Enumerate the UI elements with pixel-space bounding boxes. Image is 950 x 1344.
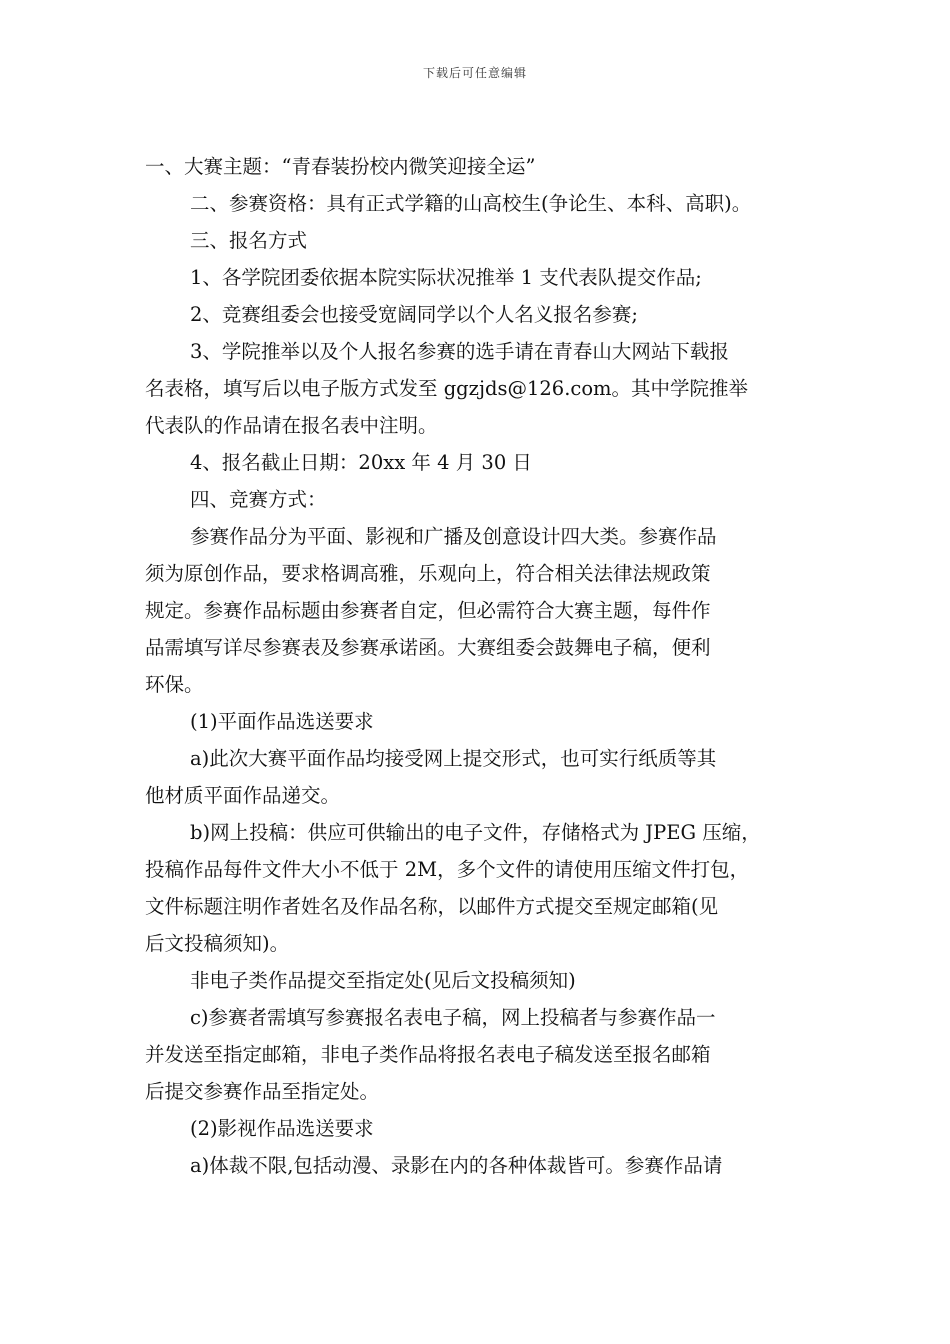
text-line: 品需填写详尽参赛表及参赛承诺函。大赛组委会鼓舞电子稿，便利 bbox=[145, 636, 711, 659]
document-body bbox=[145, 148, 805, 1184]
text-line: 后提交参赛作品至指定处。 bbox=[145, 1080, 380, 1103]
text-line: 参赛作品分为平面、影视和广播及创意设计四大类。参赛作品 bbox=[190, 525, 717, 548]
text-line: a)此次大赛平面作品均接受网上提交形式，也可实行纸质等其 bbox=[190, 747, 717, 770]
text-line: 二、参赛资格：具有正式学籍的山高校生(争论生、本科、高职)。 bbox=[190, 192, 752, 215]
text-line: 他材质平面作品递交。 bbox=[145, 784, 341, 807]
text-line: b)网上投稿：供应可供输出的电子文件，存储格式为 JPEG 压缩， bbox=[190, 821, 761, 844]
text-line: 3、学院推举以及个人报名参赛的选手请在青春山大网站下载报 bbox=[190, 340, 729, 363]
text-line: c)参赛者需填写参赛报名表电子稿，网上投稿者与参赛作品一 bbox=[190, 1006, 716, 1029]
text-line: 三、报名方式 bbox=[190, 229, 308, 252]
text-line: (2)影视作品选送要求 bbox=[190, 1117, 374, 1140]
text-line: 4、报名截止日期：20xx 年 4 月 30 日 bbox=[190, 451, 532, 474]
text-line: 投稿作品每件文件大小不低于 2M，多个文件的请使用压缩文件打包， bbox=[145, 858, 750, 881]
text-line: 非电子类作品提交至指定处(见后文投稿须知) bbox=[190, 969, 576, 992]
text-line: 四、竞赛方式： bbox=[190, 488, 327, 511]
text-line: 规定。参赛作品标题由参赛者自定，但必需符合大赛主题，每件作 bbox=[145, 599, 711, 622]
text-line: 一、大赛主题：“青春装扮校内微笑迎接全运” bbox=[145, 155, 536, 178]
page-header: 下载后可任意编辑 bbox=[422, 66, 527, 80]
text-line: (1)平面作品选送要求 bbox=[190, 710, 374, 733]
text-line: 文件标题注明作者姓名及作品名称，以邮件方式提交至规定邮箱(见 bbox=[145, 895, 719, 918]
text-line: 须为原创作品，要求格调高雅，乐观向上，符合相关法律法规政策 bbox=[145, 562, 711, 585]
text-line: 并发送至指定邮箱，非电子类作品将报名表电子稿发送至报名邮箱 bbox=[145, 1043, 711, 1066]
text-line: 环保。 bbox=[145, 673, 204, 696]
text-line: 1、各学院团委依据本院实际状况推举 1 支代表队提交作品; bbox=[190, 266, 702, 289]
text-line: a)体裁不限,包括动漫、录影在内的各种体裁皆可。参赛作品请 bbox=[190, 1154, 723, 1177]
text-line: 2、竞赛组委会也接受宽阔同学以个人名义报名参赛; bbox=[190, 303, 638, 326]
text-line: 代表队的作品请在报名表中注明。 bbox=[145, 414, 438, 437]
text-line: 后文投稿须知)。 bbox=[145, 932, 290, 955]
text-line: 名表格，填写后以电子版方式发至 ggzjds@126.com。其中学院推举 bbox=[145, 377, 749, 400]
